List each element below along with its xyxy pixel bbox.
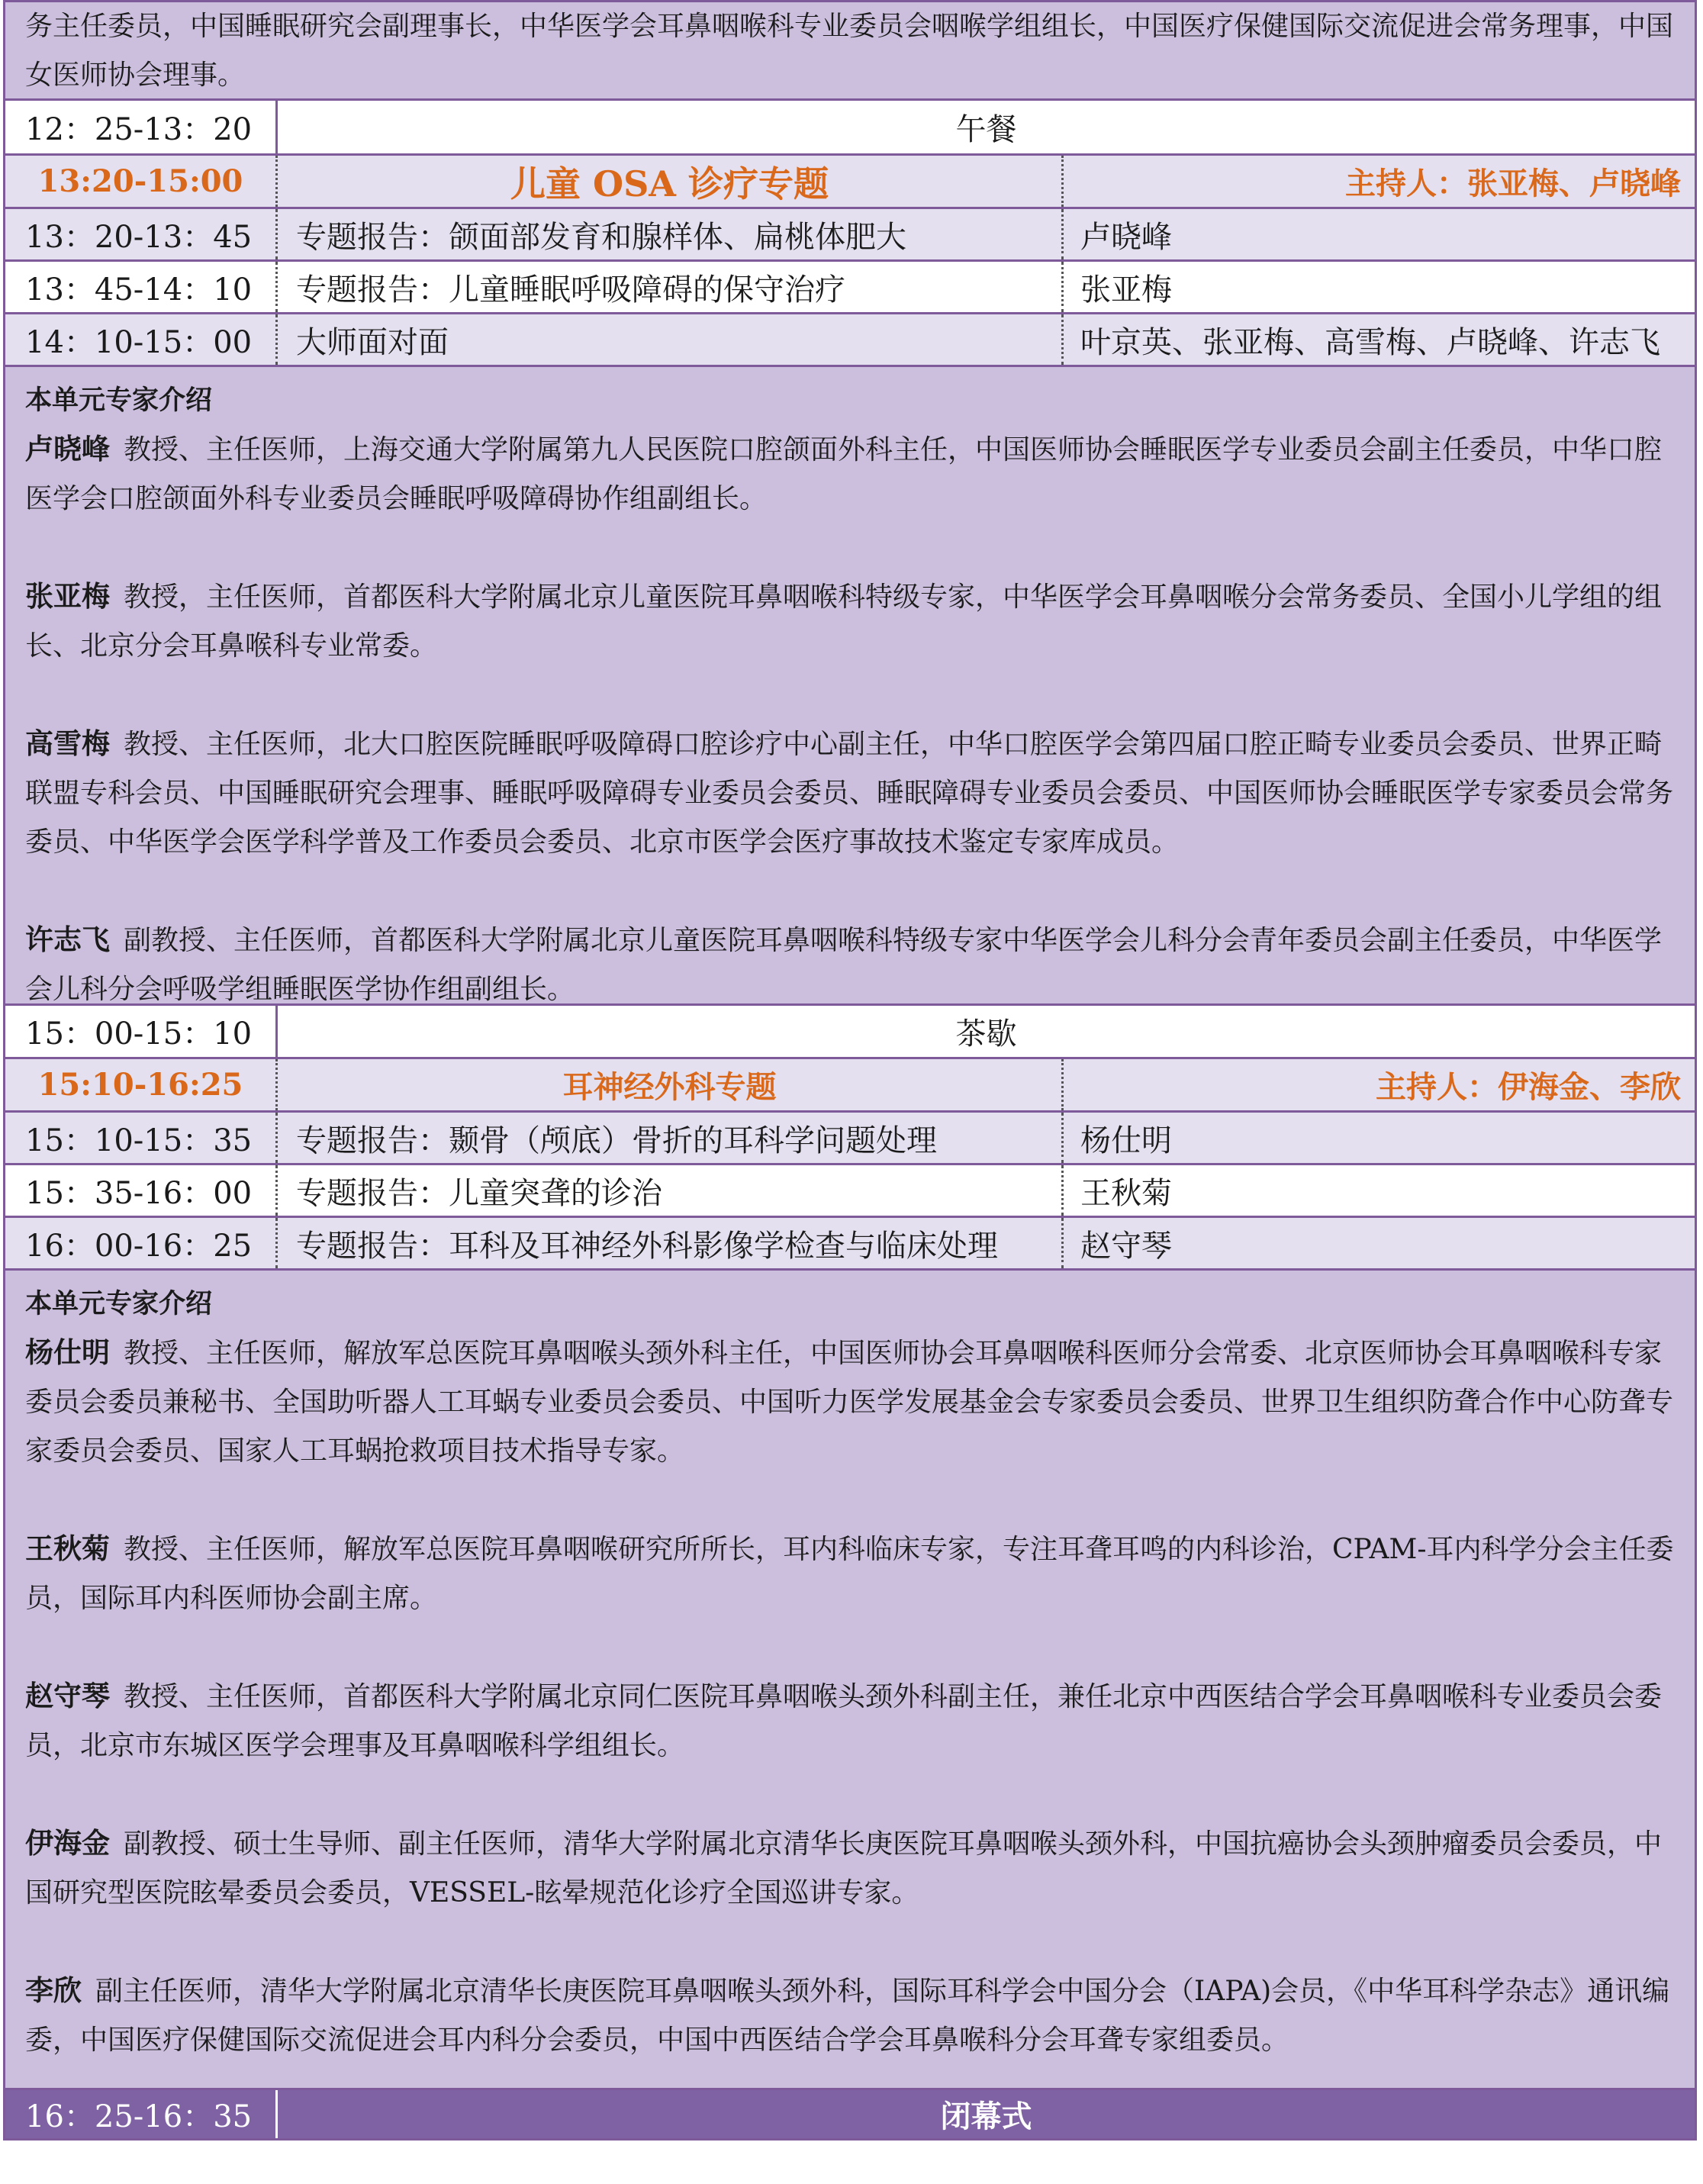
expert-name: 许志飞 [25,923,110,956]
row-speaker: 叶京英、张亚梅、高雪梅、卢晓峰、许志飞 [1061,314,1695,365]
expert-text: 教授，主任医师，首都医科大学附属北京儿童医院耳鼻咽喉科特级专家，中华医学会耳鼻咽喉分会常务委员、全国小儿学组的组长、北京分会耳鼻喉科专业常委。 [25,581,1663,662]
expert-bio [25,720,1676,867]
expert-name: 赵守琴 [25,1680,110,1712]
table-row [3,262,1697,314]
session1-time: 13:20-15:00 [37,163,243,199]
closing-title: 闭幕式 [275,2090,1695,2138]
expert-text: 教授、主任医师，解放军总医院耳鼻咽喉头颈外科主任，中国医师协会耳鼻咽喉科医师分会常委、北京医师协会耳鼻咽喉科专家委员会委员兼秘书、全国助听器人工耳蜗专业委员会委员、中国听力医学发展基金会专家委员会委员、世界卫生组织防聋合作中心防聋专家委员会委员、国家人工耳蜗抢救项目技术指导专家。 [25,1338,1674,1467]
table-row [3,1165,1697,1218]
expert-text: 副主任医师，清华大学附属北京清华长庚医院耳鼻咽喉头颈外科，国际耳科学会中国分会（IAPA)会员，《中华耳科学杂志》通讯编委，中国医疗保健国际交流促进会耳内科分会委员，中国中西医结合学会耳鼻喉科分会耳聋专家组委员。 [25,1976,1670,2056]
row-topic: 专题报告：颌面部发育和腺样体、扁桃体肥大 [275,209,1061,259]
expert-text: 教授、主任医师，解放军总医院耳鼻咽喉研究所所长，耳内科临床专家，专注耳聋耳鸣的内科诊治，CPAM-耳内科学分会主任委员，国际耳内科医师协会副主席。 [25,1534,1674,1614]
closing-time: 16：25-16：35 [25,2099,253,2134]
expert-name: 卢晓峰 [25,433,110,465]
row-time: 15：35-16：00 [25,1175,253,1211]
lunch-row [3,101,1697,156]
tea-time: 15：00-15：10 [25,1016,253,1052]
expert-text: 教授、主任医师，北大口腔医院睡眠呼吸障碍口腔诊疗中心副主任，中华口腔医学会第四届口腔正畸专业委员会委员、世界正畸联盟专科会员、中国睡眠研究会理事、睡眠呼吸障碍专业委员会委员、睡眠障碍专业委员会委员、中国医师协会睡眠医学专家委员会常务委员、中华医学会医学科学普及工作委员会委员、北京市医学会医疗事故技术鉴定专家库成员。 [25,729,1674,858]
expert-bio [25,1525,1676,1623]
session2-title: 耳神经外科专题 [275,1059,1061,1110]
tea-title: 茶歇 [275,1006,1695,1057]
row-topic: 专题报告：耳科及耳神经外科影像学检查与临床处理 [275,1218,1061,1268]
session1-header-row [3,156,1697,209]
lunch-title: 午餐 [275,101,1695,153]
row-time: 15：10-15：35 [25,1123,253,1158]
row-topic: 专题报告：颞骨（颅底）骨折的耳科学问题处理 [275,1113,1061,1163]
expert-bio [25,1329,1676,1476]
expert-bio [25,1967,1676,2065]
expert-text: 教授、主任医师，首都医科大学附属北京同仁医院耳鼻咽喉头颈外科副主任，兼任北京中西医结合学会耳鼻咽喉科专业委员会委员，北京市东城区医学会理事及耳鼻咽喉科学组组长。 [25,1681,1663,1761]
top-bio-continued [3,0,1697,101]
table-row [3,1113,1697,1165]
session1-experts [3,367,1697,1006]
expert-name: 高雪梅 [25,727,110,760]
expert-bio [25,425,1676,523]
top-bio-text: 务主任委员，中国睡眠研究会副理事长，中华医学会耳鼻咽喉科专业委员会咽喉学组组长，中国医疗保健国际交流促进会常务理事，中国女医师协会理事。 [25,11,1674,91]
expert-text: 副教授、主任医师，首都医科大学附属北京儿童医院耳鼻咽喉科特级专家中华医学会儿科分会青年委员会副主任委员，中华医学会儿科分会呼吸学组睡眠医学协作组副组长。 [25,925,1663,1005]
expert-name: 张亚梅 [25,580,110,613]
row-speaker: 王秋菊 [1061,1165,1695,1216]
row-time: 13：20-13：45 [25,219,253,255]
expert-name: 杨仕明 [25,1336,110,1369]
session1-title: 儿童 OSA 诊疗专题 [275,156,1061,207]
expert-text: 教授、主任医师，上海交通大学附属第九人民医院口腔颌面外科主任，中国医师协会睡眠医学专业委员会副主任委员，中华口腔医学会口腔颌面外科专业委员会睡眠呼吸障碍协作组副组长。 [25,434,1663,514]
closing-row [3,2090,1697,2141]
session1-host: 主持人：张亚梅、卢晓峰 [1061,156,1695,207]
row-speaker: 赵守琴 [1061,1218,1695,1268]
expert-bio [25,916,1676,1014]
session2-experts [3,1271,1697,2090]
row-speaker: 卢晓峰 [1061,209,1695,259]
table-row [3,1218,1697,1271]
row-topic: 专题报告：儿童突聋的诊治 [275,1165,1061,1216]
row-time: 14：10-15：00 [25,324,253,360]
table-row [3,209,1697,262]
row-topic: 专题报告：儿童睡眠呼吸障碍的保守治疗 [275,262,1061,312]
session2-host: 主持人：伊海金、李欣 [1061,1059,1695,1110]
table-row [3,314,1697,367]
expert-name: 伊海金 [25,1827,110,1860]
expert-text: 副教授、硕士生导师、副主任医师，清华大学附属北京清华长庚医院耳鼻咽喉头颈外科，中国抗癌协会头颈肿瘤委员会委员，中国研究型医院眩晕委员会委员，VESSEL-眩晕规范化诊疗全国巡讲专家。 [25,1828,1663,1909]
experts-section-title: 本单元专家介绍 [25,1289,213,1319]
session2-header-row [3,1059,1697,1113]
row-topic: 大师面对面 [275,314,1061,365]
row-time: 13：45-14：10 [25,272,253,308]
lunch-time: 12：25-13：20 [25,112,253,147]
expert-name: 王秋菊 [25,1532,110,1565]
expert-bio [25,572,1676,671]
expert-bio [25,1819,1676,1918]
expert-bio [25,1672,1676,1770]
experts-section-title: 本单元专家介绍 [25,385,213,416]
tea-break-row [3,1006,1697,1059]
row-speaker: 张亚梅 [1061,262,1695,312]
session2-time: 15:10-16:25 [37,1067,243,1103]
program-schedule-table [3,0,1697,2141]
row-speaker: 杨仕明 [1061,1113,1695,1163]
row-time: 16：00-16：25 [25,1228,253,1264]
expert-name: 李欣 [25,1974,82,2007]
